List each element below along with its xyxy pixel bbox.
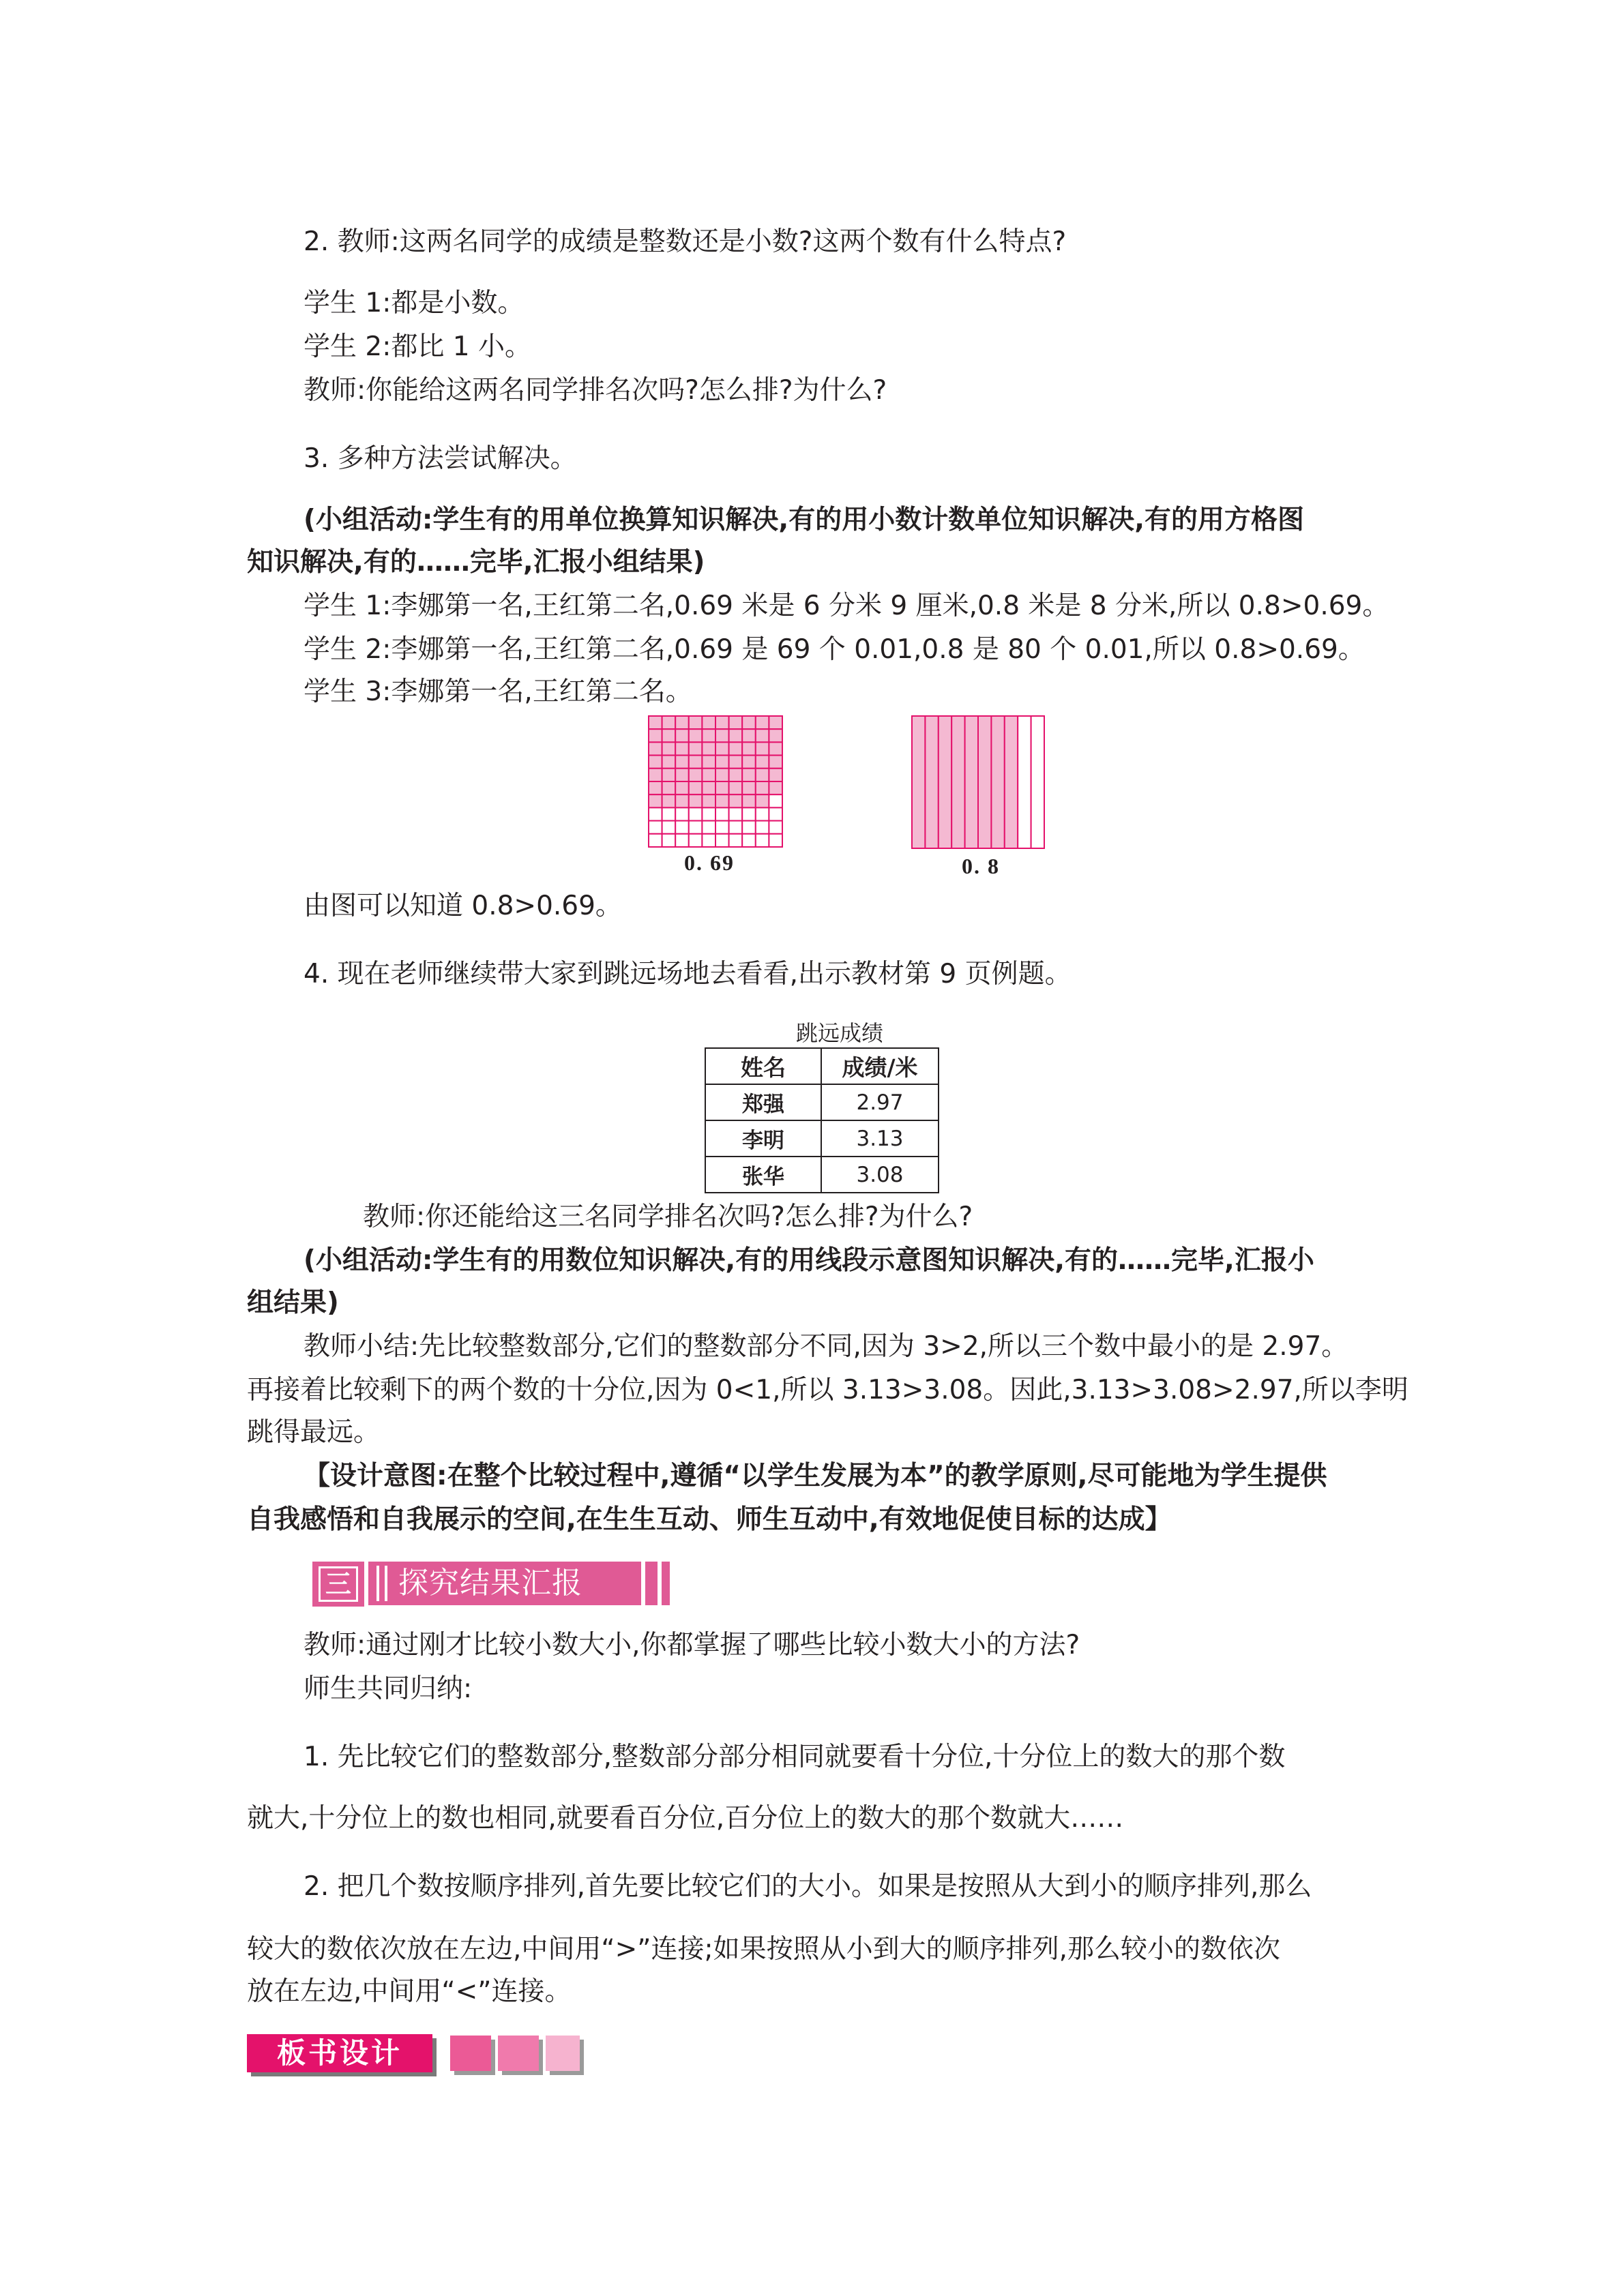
grid-square-filled [729,794,743,807]
grid-square-empty [769,794,782,807]
student-1-answer: 学生 1:都是小数。 [304,288,525,318]
grid-square-filled [729,781,743,794]
student-3-result: 学生 3:李娜第一名,王红第二名。 [304,676,692,707]
section-number-badge [312,1562,364,1607]
header-name: 姓名 [705,1048,821,1084]
grid-square-filled [689,729,703,742]
grid-square-empty [649,821,662,834]
grid-square-filled [729,769,743,781]
section-title: 探究结果汇报 [398,1566,582,1600]
row-name: 郑强 [705,1084,821,1120]
decor-square [546,2036,580,2071]
figure-conclusion: 由图可以知道 0.8>0.69。 [304,891,622,921]
grid-square-filled [769,769,782,781]
grid-square-filled [662,756,676,769]
item-2-question: 2. 教师:这两名同学的成绩是整数还是小数?这两个数有什么特点? [304,226,1067,257]
grid-square-filled [702,781,715,794]
grid-square-filled [675,729,689,742]
grid-square-filled [649,794,662,807]
grid-square-empty [702,821,715,834]
row-name: 张华 [705,1157,821,1193]
grid-square-filled [715,781,729,794]
grid-square-filled [662,716,676,729]
grid-square-filled [649,729,662,742]
grid-square-filled [715,794,729,807]
grid-figure-069 [648,715,783,848]
grid-square-filled [675,781,689,794]
student-2-result: 学生 2:李娜第一名,王红第二名,0.69 是 69 个 0.01,0.8 是 80 个 0.01,所以 0.8>0.69。 [304,634,1365,665]
section-header [312,1562,667,1605]
grid-column-filled [1005,716,1018,848]
grid-square-empty [729,821,743,834]
row-score: 3.08 [821,1157,939,1193]
grid-square-filled [742,794,756,807]
grid-square-filled [715,716,729,729]
grid-square-filled [649,756,662,769]
grid-square-empty [702,807,715,820]
grid-square-empty [662,807,676,820]
row-name: 李明 [705,1120,821,1157]
grid-square-empty [756,834,769,847]
grid-column-filled [925,716,938,848]
grid-square-filled [702,769,715,781]
grid-square-empty [769,821,782,834]
grid-square-filled [756,756,769,769]
group-activity-2b: 组结果) [247,1287,339,1318]
grid-square-empty [742,821,756,834]
grid-square-filled [702,742,715,755]
grid-square-empty [689,807,703,820]
decor-square [498,2036,539,2071]
method-1a: 1. 先比较它们的整数部分,整数部分部分相同就要看十分位,十分位上的数大的那个数 [304,1742,1286,1772]
stripe-decoration [377,1566,379,1601]
grid-square-empty [675,834,689,847]
grid-square-filled [675,769,689,781]
row-score: 3.13 [821,1120,939,1157]
item-4: 4. 现在老师继续带大家到跳远场地去看看,出示教材第 9 页例题。 [304,959,1072,989]
grid-square-empty [742,834,756,847]
table-row [705,1120,939,1157]
grid-square-empty [729,807,743,820]
grid-column-empty [1031,716,1044,848]
grid-square-filled [675,756,689,769]
group-activity-1a: (小组活动:学生有的用单位换算知识解决,有的用小数计数单位知识解决,有的用方格图 [304,505,1305,535]
grid-square-empty [662,834,676,847]
teacher-summary-c: 跳得最远。 [247,1417,381,1448]
design-intent-a: 【设计意图:在整个比较过程中,遵循“以学生发展为本”的教学原则,尽可能地为学生提供 [304,1461,1327,1491]
grid-square-filled [675,742,689,755]
table-row [705,1157,939,1193]
grid-square-empty [769,834,782,847]
grid-square-filled [756,769,769,781]
grid-square-empty [689,821,703,834]
table-header-row [705,1048,939,1084]
grid-column-filled [978,716,991,848]
grid-square-filled [662,781,676,794]
header-score: 成绩/米 [821,1048,939,1084]
method-2a: 2. 把几个数按顺序排列,首先要比较它们的大小。如果是按照从大到小的顺序排列,那么 [304,1871,1312,1902]
grid-square-filled [689,742,703,755]
grid-square-filled [662,769,676,781]
grid-square-filled [769,729,782,742]
grid-square-filled [689,756,703,769]
grid-square-empty [702,834,715,847]
grid-square-filled [649,769,662,781]
grid-square-filled [769,742,782,755]
row-score: 2.97 [821,1084,939,1120]
grid-square-empty [769,807,782,820]
tail-decoration [645,1562,658,1605]
grid-square-filled [662,742,676,755]
grid-square-filled [689,769,703,781]
grid-square-empty [715,821,729,834]
grid-square-filled [702,716,715,729]
design-intent-b: 自我感悟和自我展示的空间,在生生互动、师生互动中,有效地促使目标的达成】 [247,1504,1172,1535]
board-design-label: 板书设计 [247,2034,432,2072]
group-activity-1b: 知识解决,有的……完毕,汇报小组结果) [247,547,705,578]
tail-decoration [662,1562,670,1605]
grid-square-empty [742,807,756,820]
grid-square-filled [702,756,715,769]
grid-square-empty [715,834,729,847]
long-jump-table [705,1047,939,1193]
grid-square-empty [729,834,743,847]
grid-square-filled [756,794,769,807]
grid-square-empty [756,821,769,834]
grid-square-empty [675,807,689,820]
grid-square-filled [742,716,756,729]
grid-square-filled [675,794,689,807]
stripe-decoration [385,1566,387,1601]
joint-summary-label: 师生共同归纳: [304,1673,473,1704]
section-number: 三 [319,1566,358,1602]
grid-column-filled [991,716,1004,848]
grid-square-filled [649,716,662,729]
grid-square-empty [675,821,689,834]
grid-square-filled [742,729,756,742]
grid-square-filled [662,729,676,742]
method-2c: 放在左边,中间用“<”连接。 [247,1976,572,2007]
grid-square-filled [649,742,662,755]
table-row [705,1084,939,1120]
grid-square-filled [729,716,743,729]
grid-square-filled [742,742,756,755]
grid-square-filled [742,756,756,769]
grid-square-filled [689,781,703,794]
student-1-result: 学生 1:李娜第一名,王红第二名,0.69 米是 6 分米 9 厘米,0.8 米是 8 分米,所以 0.8>0.69。 [304,591,1389,621]
grid-square-filled [742,769,756,781]
grid-square-filled [756,781,769,794]
grid-square-filled [702,794,715,807]
board-design-header [247,2034,615,2075]
group-activity-2a: (小组活动:学生有的用数位知识解决,有的用线段示意图知识解决,有的……完毕,汇报小 [304,1245,1314,1276]
method-2b: 较大的数依次放在左边,中间用“>”连接;如果按照从小到大的顺序排列,那么较小的数依次 [247,1934,1281,1965]
grid-column-filled [939,716,951,848]
grid-column-filled [951,716,964,848]
grid-square-filled [756,729,769,742]
summary-question: 教师:通过刚才比较小数大小,你都掌握了哪些比较小数大小的方法? [304,1630,1080,1660]
grid-square-filled [729,742,743,755]
teacher-question: 教师:你能给这两名同学排名次吗?怎么排?为什么? [304,375,887,406]
teacher-summary-a: 教师小结:先比较整数部分,它们的整数部分不同,因为 3>2,所以三个数中最小的是 2.97。 [304,1331,1348,1362]
teacher-summary-b: 再接着比较剩下的两个数的十分位,因为 0<1,所以 3.13>3.08。因此,3.13>3.08>2.97,所以李明 [247,1375,1408,1405]
grid-square-empty [715,807,729,820]
grid-square-filled [675,716,689,729]
student-2-answer: 学生 2:都比 1 小。 [304,331,531,362]
grid-square-empty [756,807,769,820]
grid-square-filled [729,729,743,742]
grid-square-filled [769,756,782,769]
teacher-question-2: 教师:你还能给这三名同学排名次吗?怎么排?为什么? [363,1202,973,1232]
grid-square-filled [702,729,715,742]
grid-square-filled [729,756,743,769]
method-1b: 就大,十分位上的数也相同,就要看百分位,百分位上的数大的那个数就大…… [247,1803,1124,1834]
grid-square-empty [662,821,676,834]
grid-square-filled [689,794,703,807]
grid-square-empty [689,834,703,847]
grid-square-empty [649,807,662,820]
grid-square-filled [742,781,756,794]
item-3: 3. 多种方法尝试解决。 [304,443,577,474]
grid-square-filled [756,742,769,755]
grid-square-filled [715,769,729,781]
grid-square-filled [689,716,703,729]
grid-square-filled [662,794,676,807]
grid-square-filled [715,729,729,742]
table-title: 跳远成绩 [796,1020,884,1046]
grid-caption-069: 0. 69 [684,850,735,875]
grid-column-empty [1018,716,1031,848]
grid-column-filled [965,716,978,848]
grid-square-filled [756,716,769,729]
grid-square-filled [769,716,782,729]
column-caption-08: 0. 8 [962,854,1000,878]
decor-square [450,2036,491,2071]
grid-square-empty [649,834,662,847]
section-title-bar [368,1562,641,1605]
grid-square-filled [769,781,782,794]
grid-column-filled [912,716,925,848]
column-figure-08 [911,715,1045,849]
grid-square-filled [715,742,729,755]
grid-square-filled [715,756,729,769]
grid-square-filled [649,781,662,794]
